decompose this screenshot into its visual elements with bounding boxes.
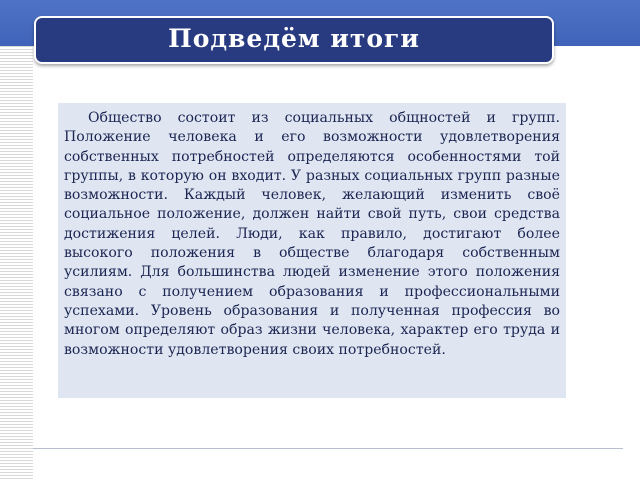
slide-title: Подведём итоги	[168, 24, 420, 53]
footer-divider	[33, 448, 623, 449]
summary-paragraph: Общество состоит из социальных общностей и групп. Положение человека и его возможности удовлетворения собственных потребностей определяются особенностями той группы, в которую он входит. У разных социальных групп разные возможности. Каждый человек, желающий изменить своё социальное положение, должен найти свой путь, свои средства достижения целей. Люди, как правило, достигают более высокого положения в обществе благодаря собственным усилиям. Для большинства людей изменение этого положения связано с получением образования и профессиональными успехами. Уровень образования и полученная профессия во многом определяют образ жизни человека, характер его труда и возможности удовлетворения своих потребностей.	[64, 110, 560, 358]
summary-text-box	[58, 103, 566, 398]
title-bar	[34, 16, 554, 64]
left-stripe-decoration	[0, 46, 33, 480]
